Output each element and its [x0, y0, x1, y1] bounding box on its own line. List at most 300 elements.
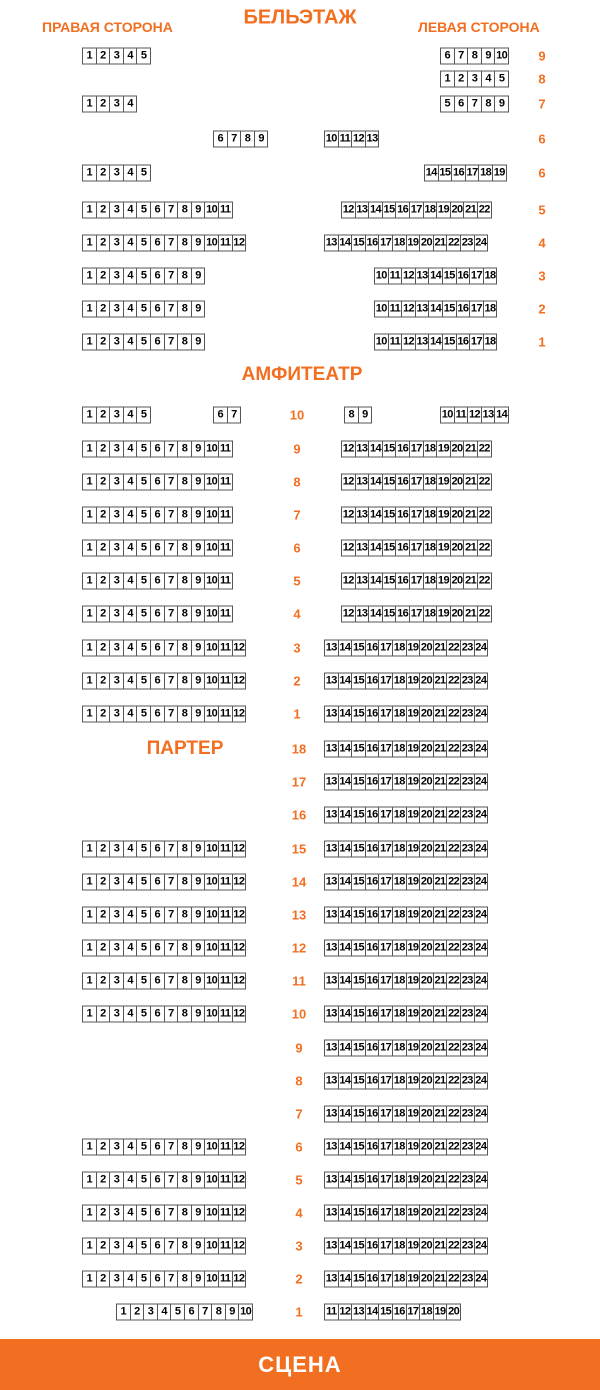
seat[interactable]: 19 [407, 908, 419, 921]
seat[interactable]: 6 [151, 1272, 165, 1287]
seat[interactable]: 19 [407, 875, 419, 888]
seat[interactable]: 13 [325, 1007, 337, 1020]
seat[interactable]: 22 [478, 574, 490, 587]
seat[interactable]: 24 [475, 1140, 487, 1153]
seat[interactable]: 20 [420, 1007, 432, 1020]
seat[interactable]: 12 [352, 132, 364, 145]
seat[interactable]: 23 [461, 1107, 473, 1120]
seat[interactable]: 19 [437, 574, 449, 587]
seat[interactable]: 12 [468, 408, 480, 421]
seat[interactable]: 7 [165, 607, 179, 622]
seat[interactable]: 3 [110, 97, 124, 112]
seat[interactable]: 17 [380, 1140, 392, 1153]
seat[interactable]: 22 [448, 742, 460, 755]
seat[interactable]: 17 [380, 1074, 392, 1087]
seat[interactable]: 7 [228, 132, 242, 147]
seat[interactable]: 22 [448, 974, 460, 987]
seat[interactable]: 20 [451, 574, 463, 587]
seat[interactable]: 23 [461, 842, 473, 855]
seat[interactable]: 7 [165, 641, 179, 656]
seat[interactable]: 2 [97, 442, 111, 457]
seat[interactable]: 2 [97, 641, 111, 656]
seat[interactable]: 3 [110, 203, 124, 218]
seat[interactable]: 24 [475, 908, 487, 921]
seat[interactable]: 8 [482, 97, 496, 112]
seat[interactable]: 20 [420, 674, 432, 687]
seat[interactable]: 13 [325, 775, 337, 788]
seat[interactable]: 16 [366, 1107, 378, 1120]
seat[interactable]: 18 [393, 941, 405, 954]
seat[interactable]: 3 [110, 1239, 124, 1254]
seat[interactable]: 13 [325, 1239, 337, 1252]
seat[interactable]: 14 [339, 236, 351, 249]
seat[interactable]: 7 [165, 875, 179, 890]
seat[interactable]: 5 [495, 72, 509, 87]
seat[interactable]: 18 [393, 1041, 405, 1054]
seat[interactable]: 18 [393, 742, 405, 755]
seat[interactable]: 17 [380, 1007, 392, 1020]
seat[interactable]: 5 [137, 49, 151, 64]
seat[interactable]: 2 [97, 166, 111, 181]
seat[interactable]: 22 [448, 875, 460, 888]
seat[interactable]: 16 [366, 742, 378, 755]
seat[interactable]: 17 [466, 166, 478, 179]
seat[interactable]: 7 [165, 335, 179, 350]
seat[interactable]: 6 [151, 1140, 165, 1155]
seat[interactable]: 16 [366, 641, 378, 654]
seat[interactable]: 14 [339, 908, 351, 921]
seat[interactable]: 18 [393, 908, 405, 921]
seat[interactable]: 15 [352, 1173, 364, 1186]
seat[interactable]: 5 [137, 166, 151, 181]
seat[interactable]: 9 [192, 875, 206, 890]
seat[interactable]: 10 [206, 842, 218, 855]
seat[interactable]: 10 [441, 408, 453, 421]
seat[interactable]: 15 [352, 1007, 364, 1020]
seat[interactable]: 18 [484, 335, 496, 348]
seat[interactable]: 8 [178, 1173, 192, 1188]
seat[interactable]: 16 [457, 302, 469, 315]
seat[interactable]: 14 [339, 1272, 351, 1285]
seat[interactable]: 7 [165, 674, 179, 689]
seat[interactable]: 10 [496, 49, 508, 62]
seat[interactable]: 7 [165, 475, 179, 490]
seat[interactable]: 8 [178, 641, 192, 656]
seat[interactable]: 13 [325, 974, 337, 987]
seat[interactable]: 13 [356, 508, 368, 521]
seat[interactable]: 20 [420, 1107, 432, 1120]
seat[interactable]: 3 [110, 641, 124, 656]
seat[interactable]: 15 [383, 607, 395, 620]
seat[interactable]: 21 [434, 941, 446, 954]
seat[interactable]: 19 [437, 442, 449, 455]
seat[interactable]: 21 [434, 1107, 446, 1120]
seat[interactable]: 21 [434, 974, 446, 987]
seat[interactable]: 14 [339, 674, 351, 687]
seat[interactable]: 11 [219, 1239, 233, 1254]
seat[interactable]: 12 [233, 908, 245, 921]
seat[interactable]: 1 [83, 974, 97, 989]
seat[interactable]: 1 [83, 203, 97, 218]
seat[interactable]: 23 [461, 875, 473, 888]
seat[interactable]: 18 [393, 842, 405, 855]
seat[interactable]: 22 [448, 1173, 460, 1186]
seat[interactable]: 14 [339, 742, 351, 755]
seat[interactable]: 8 [178, 1007, 192, 1022]
seat[interactable]: 17 [410, 541, 422, 554]
seat[interactable]: 3 [110, 236, 124, 251]
seat[interactable]: 8 [178, 842, 192, 857]
seat[interactable]: 9 [192, 707, 206, 722]
seat[interactable]: 18 [420, 1305, 432, 1318]
seat[interactable]: 18 [424, 541, 436, 554]
seat[interactable]: 10 [206, 541, 218, 554]
seat[interactable]: 24 [475, 674, 487, 687]
seat[interactable]: 4 [124, 475, 138, 490]
seat[interactable]: 16 [366, 974, 378, 987]
seat[interactable]: 18 [393, 674, 405, 687]
seat[interactable]: 17 [380, 1206, 392, 1219]
seat[interactable]: 21 [434, 775, 446, 788]
seat[interactable]: 14 [369, 607, 381, 620]
seat[interactable]: 15 [352, 941, 364, 954]
seat[interactable]: 14 [339, 1239, 351, 1252]
seat[interactable]: 4 [124, 607, 138, 622]
seat[interactable]: 23 [461, 674, 473, 687]
seat[interactable]: 1 [83, 1140, 97, 1155]
seat[interactable]: 20 [420, 1041, 432, 1054]
seat[interactable]: 13 [325, 674, 337, 687]
seat[interactable]: 24 [475, 842, 487, 855]
seat[interactable]: 14 [339, 1107, 351, 1120]
seat[interactable]: 16 [366, 1007, 378, 1020]
seat[interactable]: 8 [178, 875, 192, 890]
seat[interactable]: 6 [185, 1305, 199, 1320]
seat[interactable]: 20 [420, 1206, 432, 1219]
seat[interactable]: 23 [461, 808, 473, 821]
seat[interactable]: 23 [461, 742, 473, 755]
seat[interactable]: 7 [165, 302, 179, 317]
seat[interactable]: 6 [151, 974, 165, 989]
seat[interactable]: 1 [83, 1239, 97, 1254]
seat[interactable]: 6 [214, 132, 228, 147]
seat[interactable]: 15 [383, 574, 395, 587]
seat[interactable]: 20 [420, 236, 432, 249]
seat[interactable]: 12 [402, 302, 414, 315]
seat[interactable]: 13 [356, 442, 368, 455]
seat[interactable]: 1 [83, 707, 97, 722]
seat[interactable]: 17 [380, 236, 392, 249]
seat[interactable]: 18 [393, 1140, 405, 1153]
seat[interactable]: 6 [151, 1007, 165, 1022]
seat[interactable]: 13 [366, 132, 378, 145]
seat[interactable]: 16 [366, 842, 378, 855]
seat[interactable]: 15 [352, 908, 364, 921]
seat[interactable]: 9 [192, 508, 206, 523]
seat[interactable]: 1 [83, 1206, 97, 1221]
seat[interactable]: 2 [97, 941, 111, 956]
seat[interactable]: 6 [151, 236, 165, 251]
seat[interactable]: 2 [97, 707, 111, 722]
seat[interactable]: 6 [151, 875, 165, 890]
seat[interactable]: 8 [468, 49, 482, 64]
seat[interactable]: 23 [461, 1140, 473, 1153]
seat[interactable]: 11 [219, 203, 233, 218]
seat[interactable]: 15 [352, 808, 364, 821]
seat[interactable]: 18 [424, 607, 436, 620]
seat[interactable]: 6 [151, 674, 165, 689]
seat[interactable]: 5 [137, 875, 151, 890]
seat[interactable]: 1 [83, 1007, 97, 1022]
seat[interactable]: 16 [366, 1074, 378, 1087]
seat[interactable]: 17 [410, 442, 422, 455]
seat[interactable]: 4 [124, 1173, 138, 1188]
seat[interactable]: 19 [407, 808, 419, 821]
seat[interactable]: 22 [448, 1272, 460, 1285]
seat[interactable]: 24 [475, 236, 487, 249]
seat[interactable]: 21 [434, 1239, 446, 1252]
seat[interactable]: 12 [342, 442, 354, 455]
seat[interactable]: 4 [124, 641, 138, 656]
seat[interactable]: 10 [206, 1173, 218, 1186]
seat[interactable]: 9 [192, 335, 206, 350]
seat[interactable]: 5 [137, 541, 151, 556]
seat[interactable]: 3 [110, 1140, 124, 1155]
seat[interactable]: 1 [83, 574, 97, 589]
seat[interactable]: 15 [352, 1107, 364, 1120]
seat[interactable]: 10 [206, 442, 218, 455]
seat[interactable]: 13 [325, 641, 337, 654]
seat[interactable]: 15 [352, 1074, 364, 1087]
seat[interactable]: 24 [475, 775, 487, 788]
seat[interactable]: 24 [475, 1107, 487, 1120]
seat[interactable]: 14 [366, 1305, 378, 1318]
seat[interactable]: 16 [397, 475, 409, 488]
seat[interactable]: 19 [437, 607, 449, 620]
seat[interactable]: 10 [206, 1007, 218, 1020]
seat[interactable]: 10 [206, 1239, 218, 1252]
seat[interactable]: 1 [83, 408, 97, 423]
seat[interactable]: 20 [420, 742, 432, 755]
seat[interactable]: 5 [137, 641, 151, 656]
seat[interactable]: 24 [475, 941, 487, 954]
seat[interactable]: 13 [325, 1206, 337, 1219]
seat[interactable]: 13 [416, 269, 428, 282]
seat[interactable]: 18 [424, 508, 436, 521]
seat[interactable]: 12 [233, 941, 245, 954]
seat[interactable]: 10 [375, 302, 387, 315]
seat[interactable]: 12 [233, 842, 245, 855]
seat[interactable]: 11 [339, 132, 353, 147]
seat[interactable]: 19 [407, 1041, 419, 1054]
seat[interactable]: 9 [192, 1007, 206, 1022]
seat[interactable]: 8 [178, 302, 192, 317]
seat[interactable]: 18 [393, 1107, 405, 1120]
seat[interactable]: 22 [478, 442, 490, 455]
seat[interactable]: 14 [339, 775, 351, 788]
seat[interactable]: 13 [325, 1041, 337, 1054]
seat[interactable]: 5 [137, 508, 151, 523]
seat[interactable]: 3 [110, 674, 124, 689]
seat[interactable]: 6 [151, 302, 165, 317]
seat[interactable]: 10 [206, 1206, 218, 1219]
seat[interactable]: 9 [192, 302, 206, 317]
seat[interactable]: 14 [339, 808, 351, 821]
seat[interactable]: 15 [352, 842, 364, 855]
seat[interactable]: 21 [465, 508, 477, 521]
seat[interactable]: 5 [137, 574, 151, 589]
seat[interactable]: 3 [110, 442, 124, 457]
seat[interactable]: 20 [420, 1074, 432, 1087]
seat[interactable]: 14 [369, 508, 381, 521]
seat[interactable]: 3 [110, 335, 124, 350]
seat[interactable]: 19 [407, 742, 419, 755]
seat[interactable]: 3 [110, 1272, 124, 1287]
seat[interactable]: 19 [407, 707, 419, 720]
seat[interactable]: 22 [448, 941, 460, 954]
seat[interactable]: 13 [482, 408, 494, 421]
seat[interactable]: 13 [352, 1305, 364, 1318]
seat[interactable]: 17 [470, 335, 482, 348]
seat[interactable]: 17 [380, 842, 392, 855]
seat[interactable]: 1 [83, 875, 97, 890]
seat[interactable]: 5 [137, 442, 151, 457]
seat[interactable]: 2 [97, 508, 111, 523]
seat[interactable]: 11 [325, 1305, 339, 1320]
seat[interactable]: 14 [369, 203, 381, 216]
seat[interactable]: 6 [455, 97, 469, 112]
seat[interactable]: 11 [219, 574, 233, 589]
seat[interactable]: 10 [206, 974, 218, 987]
seat[interactable]: 6 [151, 707, 165, 722]
seat[interactable]: 11 [219, 908, 233, 923]
seat[interactable]: 11 [219, 875, 233, 890]
seat[interactable]: 12 [342, 607, 354, 620]
seat[interactable]: 16 [457, 269, 469, 282]
seat[interactable]: 17 [380, 641, 392, 654]
seat[interactable]: 9 [192, 541, 206, 556]
seat[interactable]: 4 [124, 269, 138, 284]
seat[interactable]: 13 [325, 742, 337, 755]
seat[interactable]: 21 [434, 674, 446, 687]
seat[interactable]: 16 [397, 508, 409, 521]
seat[interactable]: 11 [219, 941, 233, 956]
seat[interactable]: 8 [178, 269, 192, 284]
seat[interactable]: 4 [124, 508, 138, 523]
seat[interactable]: 18 [424, 203, 436, 216]
seat[interactable]: 12 [233, 1140, 245, 1153]
seat[interactable]: 20 [451, 541, 463, 554]
seat[interactable]: 10 [325, 132, 337, 145]
seat[interactable]: 17 [380, 775, 392, 788]
seat[interactable]: 19 [437, 475, 449, 488]
seat[interactable]: 20 [451, 475, 463, 488]
seat[interactable]: 10 [206, 1272, 218, 1285]
seat[interactable]: 9 [192, 475, 206, 490]
seat[interactable]: 2 [97, 908, 111, 923]
seat[interactable]: 14 [339, 941, 351, 954]
seat[interactable]: 23 [461, 1007, 473, 1020]
seat[interactable]: 22 [448, 1140, 460, 1153]
seat[interactable]: 2 [97, 1239, 111, 1254]
seat[interactable]: 9 [192, 269, 206, 284]
seat[interactable]: 6 [214, 408, 228, 423]
seat[interactable]: 7 [165, 442, 179, 457]
seat[interactable]: 3 [110, 908, 124, 923]
seat[interactable]: 14 [339, 842, 351, 855]
seat[interactable]: 1 [83, 475, 97, 490]
seat[interactable]: 11 [219, 674, 233, 689]
seat[interactable]: 10 [206, 941, 218, 954]
seat[interactable]: 19 [407, 1107, 419, 1120]
seat[interactable]: 3 [468, 72, 482, 87]
seat[interactable]: 23 [461, 941, 473, 954]
seat[interactable]: 15 [352, 674, 364, 687]
seat[interactable]: 1 [117, 1305, 131, 1320]
seat[interactable]: 13 [325, 842, 337, 855]
seat[interactable]: 14 [369, 541, 381, 554]
seat[interactable]: 15 [383, 541, 395, 554]
seat[interactable]: 12 [233, 641, 245, 654]
seat[interactable]: 16 [366, 775, 378, 788]
seat[interactable]: 9 [495, 97, 509, 112]
seat[interactable]: 10 [240, 1305, 252, 1318]
seat[interactable]: 15 [443, 302, 455, 315]
seat[interactable]: 2 [97, 974, 111, 989]
seat[interactable]: 1 [83, 908, 97, 923]
seat[interactable]: 7 [165, 269, 179, 284]
seat[interactable]: 21 [465, 574, 477, 587]
seat[interactable]: 19 [407, 1239, 419, 1252]
seat[interactable]: 9 [192, 607, 206, 622]
seat[interactable]: 9 [192, 974, 206, 989]
seat[interactable]: 20 [448, 1305, 460, 1318]
seat[interactable]: 6 [151, 1206, 165, 1221]
seat[interactable]: 2 [97, 1272, 111, 1287]
seat[interactable]: 15 [383, 475, 395, 488]
seat[interactable]: 2 [97, 335, 111, 350]
seat[interactable]: 8 [178, 203, 192, 218]
seat[interactable]: 2 [97, 541, 111, 556]
seat[interactable]: 8 [178, 1206, 192, 1221]
seat[interactable]: 11 [219, 707, 233, 722]
seat[interactable]: 3 [110, 607, 124, 622]
seat[interactable]: 16 [366, 908, 378, 921]
seat[interactable]: 5 [137, 607, 151, 622]
seat[interactable]: 4 [124, 1206, 138, 1221]
seat[interactable]: 21 [434, 842, 446, 855]
seat[interactable]: 11 [219, 1140, 233, 1155]
seat[interactable]: 11 [389, 335, 403, 350]
seat[interactable]: 11 [389, 302, 403, 317]
seat[interactable]: 9 [192, 674, 206, 689]
seat[interactable]: 19 [407, 236, 419, 249]
seat[interactable]: 16 [366, 1173, 378, 1186]
seat[interactable]: 4 [124, 1140, 138, 1155]
seat[interactable]: 9 [226, 1305, 240, 1320]
seat[interactable]: 16 [366, 1239, 378, 1252]
seat[interactable]: 7 [455, 49, 469, 64]
seat[interactable]: 19 [407, 674, 419, 687]
seat[interactable]: 21 [434, 1140, 446, 1153]
seat[interactable]: 13 [325, 808, 337, 821]
seat[interactable]: 2 [97, 574, 111, 589]
seat[interactable]: 14 [425, 166, 437, 179]
seat[interactable]: 23 [461, 908, 473, 921]
seat[interactable]: 7 [165, 1272, 179, 1287]
seat[interactable]: 18 [393, 1074, 405, 1087]
seat[interactable]: 3 [110, 541, 124, 556]
